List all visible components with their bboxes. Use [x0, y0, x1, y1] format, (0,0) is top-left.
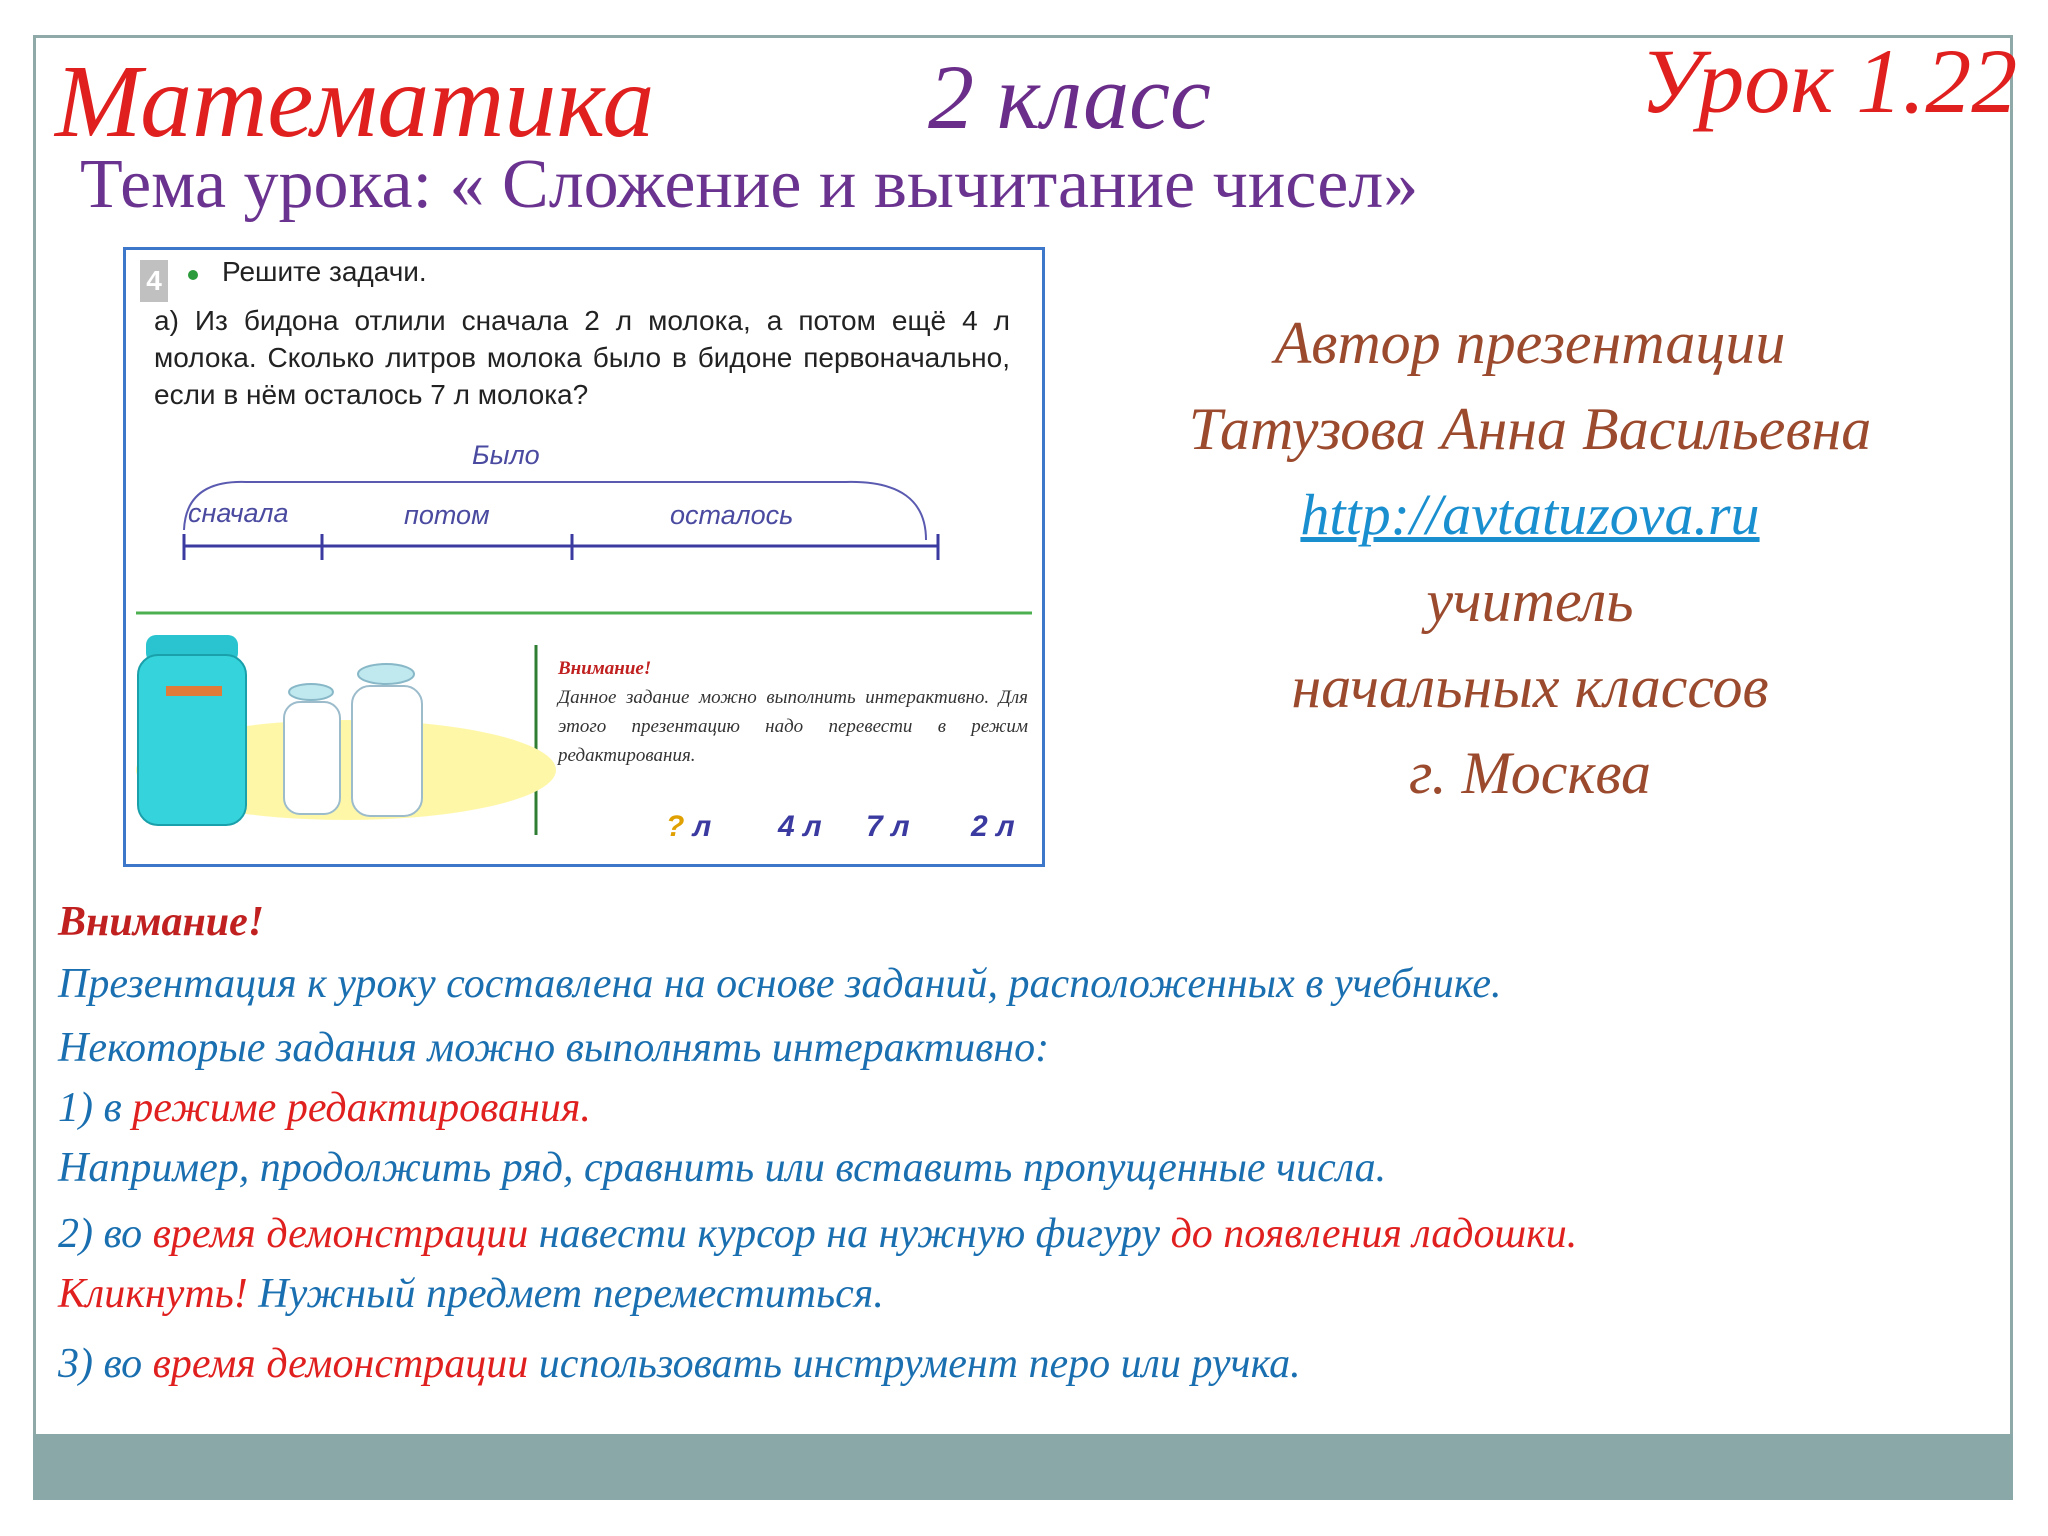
author-caption: Автор презентации: [1274, 310, 1786, 376]
task-heading: Решите задачи.: [222, 256, 427, 287]
notes-line-2: Некоторые задания можно выполнять интерактивно:: [58, 1025, 1050, 1071]
answer-unknown[interactable]: ? л: [666, 810, 712, 843]
can-handle: [166, 686, 222, 696]
task-number: 4: [140, 260, 168, 302]
problem-diagram: [126, 250, 1045, 867]
notes-line-3: 1) в режиме редактирования.: [58, 1085, 591, 1131]
author-website-link[interactable]: http://avtatuzova.ru: [1300, 482, 1760, 547]
large-jar-lid: [358, 664, 414, 684]
author-block: [1090, 300, 1970, 816]
notes-line-6: Кликнуть! Нужный предмет переместиться.: [58, 1271, 884, 1317]
answer-2[interactable]: 2 л: [971, 810, 1015, 843]
large-jar-icon: [352, 686, 422, 816]
grade-title: 2 класс: [928, 46, 1211, 148]
small-jar-icon: [284, 702, 340, 814]
answer-7[interactable]: 7 л: [866, 810, 910, 843]
notes-line-7: 3) во время демонстрации использовать инструмент перо или ручка.: [58, 1341, 1301, 1387]
notes-line-5: 2) во время демонстрации навести курсор на нужную фигуру до появления ладошки.: [58, 1211, 1578, 1257]
task-problem: а) Из бидона отлили сначала 2 л молока, а потом ещё 4 л молока. Сколько литров молока было в бидоне первоначально, если в нём осталось 7 л молока?: [154, 305, 1010, 410]
answer-4[interactable]: 4 л: [778, 810, 822, 843]
blue-can-icon: [138, 655, 246, 825]
total-brace: [184, 482, 926, 540]
textbook-attention-text: Данное задание можно выполнить интерактивно. Для этого презентацию надо перевести в режим редактирования.: [558, 687, 1028, 766]
lesson-number: Урок 1.22: [1640, 30, 2018, 132]
lesson-topic: Тема урока: « Сложение и вычитание чисел»: [80, 146, 1419, 223]
textbook-attention-title: Внимание!: [558, 658, 652, 679]
segment-second-label: потом: [404, 500, 490, 530]
notes-line-1: Презентация к уроку составлена на основе заданий, расположенных в учебнике.: [58, 961, 1502, 1007]
textbook-excerpt: [123, 247, 1045, 867]
footer-bar: [33, 1434, 2013, 1500]
small-jar-lid: [289, 684, 333, 700]
author-role: учитель: [1426, 568, 1634, 634]
segment-remaining-label: осталось: [670, 500, 794, 530]
author-role-2: начальных классов: [1291, 654, 1769, 720]
textbook-attention: [558, 654, 1028, 770]
author-name: Татузова Анна Васильевна: [1188, 396, 1872, 462]
notes-line-4: Например, продолжить ряд, сравнить или вставить пропущенные числа.: [58, 1145, 1387, 1191]
subject-title: Математика: [55, 44, 655, 159]
total-label: Было: [472, 440, 540, 470]
author-city: г. Москва: [1408, 740, 1652, 806]
notes-title: Внимание!: [58, 899, 265, 945]
segment-first-label: сначала: [188, 498, 289, 528]
